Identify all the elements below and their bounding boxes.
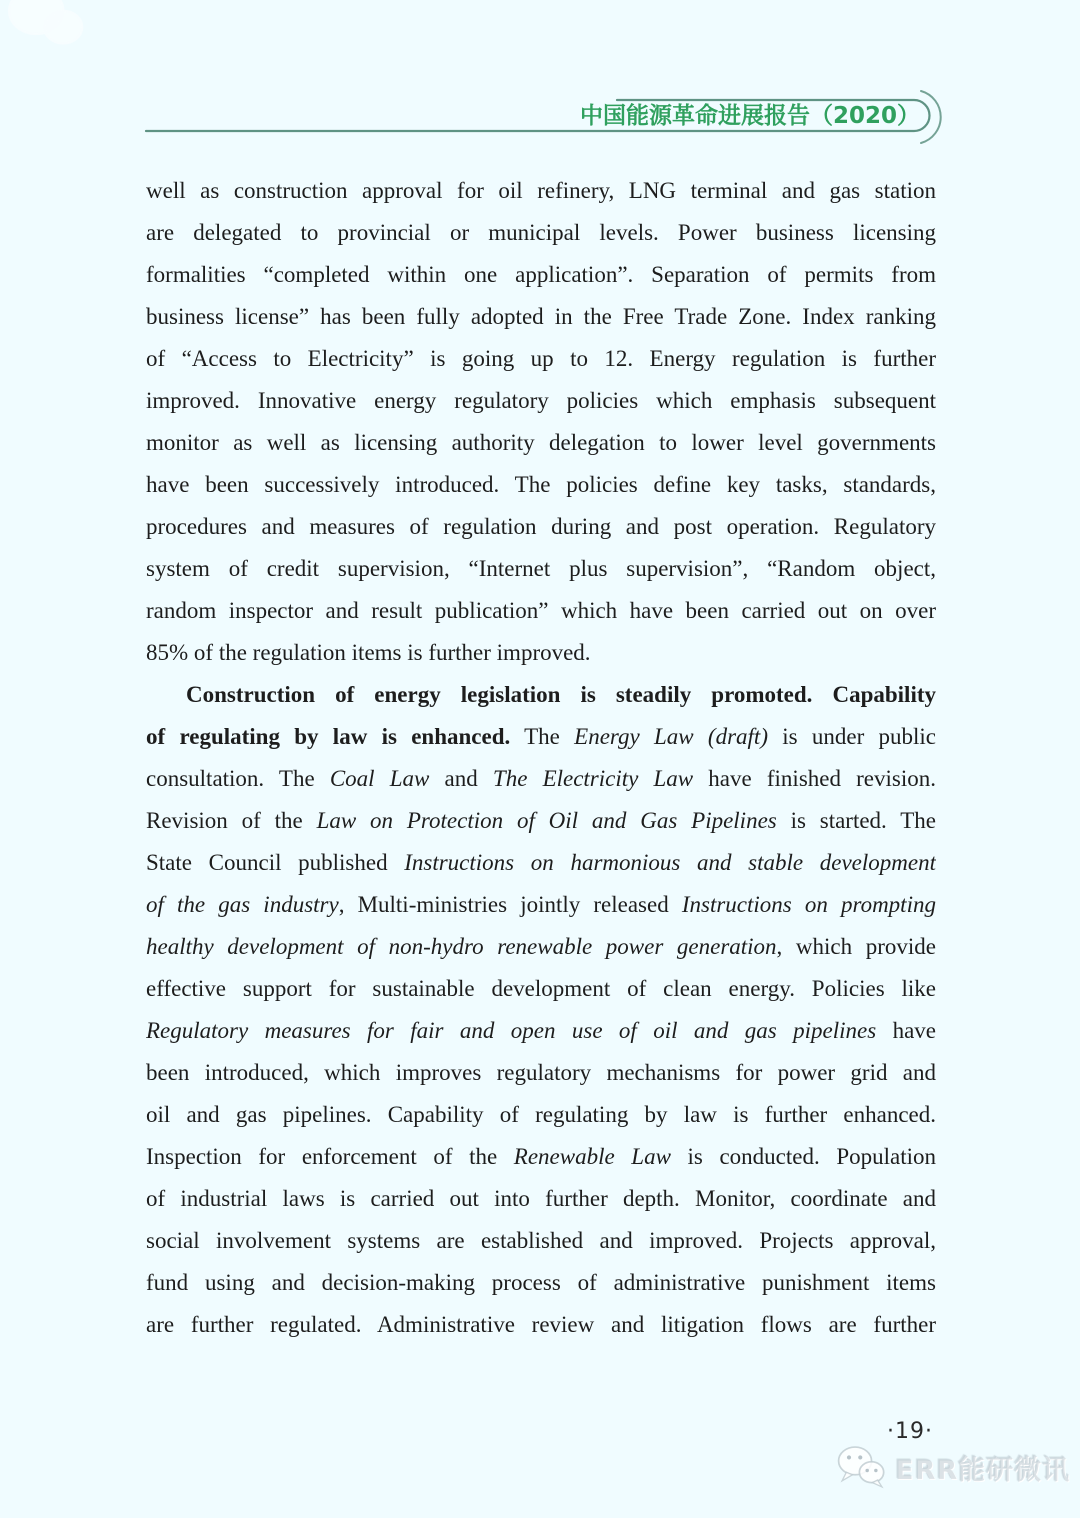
text-line: of industrial laws is carried out into further depth. Monitor, coordinate and	[146, 1186, 936, 1211]
text-line: consultation. The Coal Law and The Electricity Law have finished revision.	[146, 766, 936, 791]
text-line: improved. Innovative energy regulatory policies which emphasis subsequent	[146, 388, 936, 413]
wechat-logo-icon	[836, 1444, 888, 1490]
text-line: random inspector and result publication” which have been carried out on over	[146, 598, 936, 623]
text-line: of the gas industry, Multi-ministries jointly released Instructions on prompting	[146, 892, 936, 917]
text-line: business license” has been fully adopted in the Free Trade Zone. Index ranking	[146, 304, 936, 329]
page-number: ·19·	[887, 1419, 933, 1444]
text-line: effective support for sustainable development of clean energy. Policies like	[146, 976, 936, 1001]
text-line: Revision of the Law on Protection of Oil and Gas Pipelines is started. The	[146, 808, 936, 833]
text-line: are delegated to provincial or municipal levels. Power business licensing	[146, 220, 936, 245]
text-line: of regulating by law is enhanced. The Energy Law (draft) is under public	[146, 724, 936, 749]
text-line: well as construction approval for oil refinery, LNG terminal and gas station	[146, 178, 936, 203]
text-line: monitor as well as licensing authority delegation to lower level governments	[146, 430, 936, 455]
text-line: healthy development of non-hydro renewable power generation, which provide	[146, 934, 936, 959]
text-line: Inspection for enforcement of the Renewable Law is conducted. Population	[146, 1144, 936, 1169]
text-line: are further regulated. Administrative review and litigation flows are further	[146, 1312, 936, 1337]
text-line: Regulatory measures for fair and open use of oil and gas pipelines have	[146, 1018, 936, 1043]
text-line: oil and gas pipelines. Capability of regulating by law is further enhanced.	[146, 1102, 936, 1127]
text-line: have been successively introduced. The policies define key tasks, standards,	[146, 472, 936, 497]
watermark-label: ERR能研微讯	[895, 1454, 1071, 1486]
text-line: social involvement systems are established and improved. Projects approval,	[146, 1228, 936, 1253]
text-line: fund using and decision-making process of administrative punishment items	[146, 1270, 936, 1295]
text-line: 85% of the regulation items is further improved.	[146, 640, 591, 665]
watermark	[836, 1444, 1070, 1490]
text-line: been introduced, which improves regulatory mechanisms for power grid and	[146, 1060, 936, 1085]
text-line: State Council published Instructions on harmonious and stable development	[146, 850, 936, 875]
body-text	[146, 170, 936, 1346]
text-line: system of credit supervision, “Internet plus supervision”, “Random object,	[146, 556, 936, 581]
text-line: of “Access to Electricity” is going up to 12. Energy regulation is further	[146, 346, 936, 371]
header-decoration	[0, 0, 1080, 170]
text-line: Construction of energy legislation is steadily promoted. Capability	[186, 682, 936, 707]
text-line: procedures and measures of regulation during and post operation. Regulatory	[146, 514, 936, 539]
text-line: formalities “completed within one application”. Separation of permits from	[146, 262, 936, 287]
report-title: 中国能源革命进展报告（2020）	[579, 103, 920, 129]
